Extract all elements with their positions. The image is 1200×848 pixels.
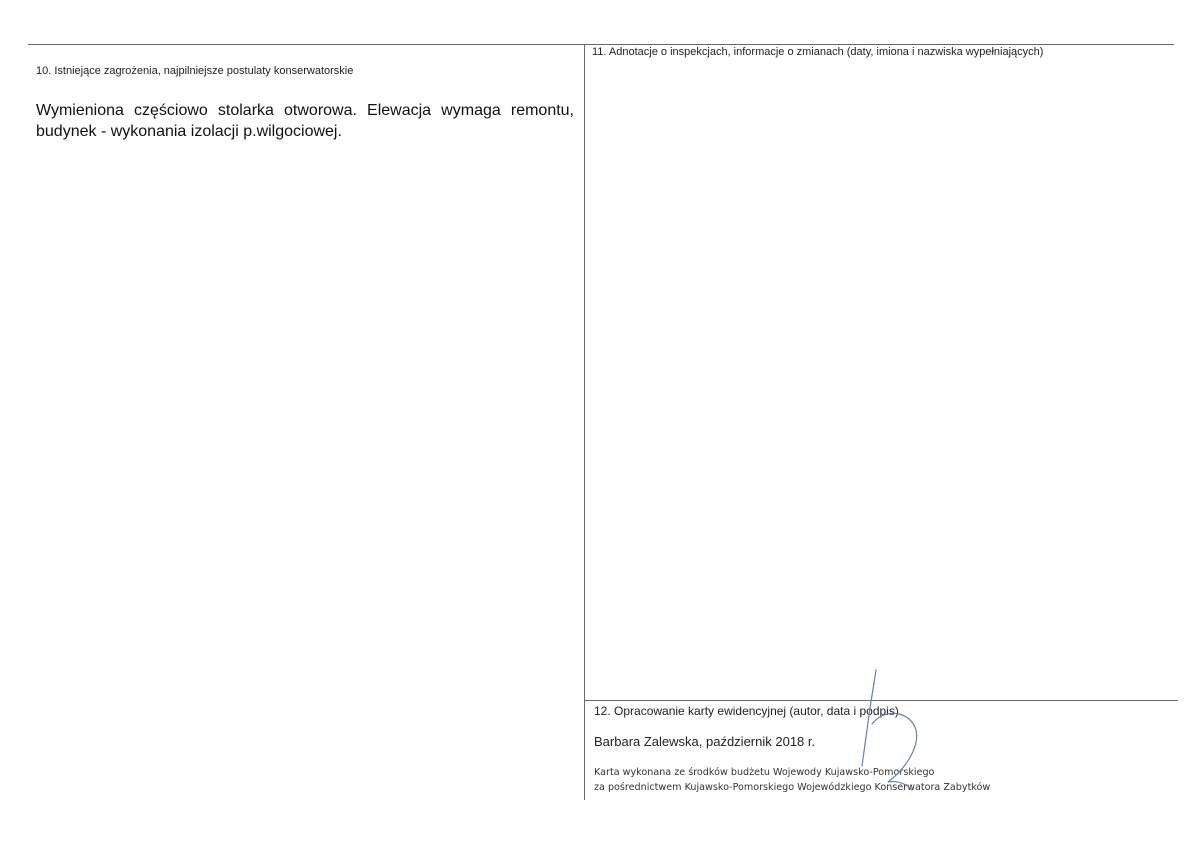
section12-label: 12. Opracowanie karty ewidencyjnej (autor, data i podpis) <box>594 704 899 718</box>
funding-line-2: za pośrednictwem Kujawsko-Pomorskiego Wojewódzkiego Konserwatora Zabytków <box>594 782 991 793</box>
section10-label: 10. Istniejące zagrożenia, najpilniejsze postulaty konserwatorskie <box>36 65 354 77</box>
author-line: Barbara Zalewska, październik 2018 r. <box>594 734 816 749</box>
handwritten-signature <box>848 668 928 798</box>
section10-text: Wymieniona częściowo stolarka otworowa. Elewacja wymaga remontu, budynek - wykonania izolacji p.wilgociowej. <box>36 102 574 140</box>
column-divider <box>584 44 585 800</box>
section11-label: 11. Adnotacje o inspekcjach, informacje o zmianach (daty, imiona i nazwiska wypełniających) <box>592 46 1044 58</box>
top-border-line <box>28 44 1174 45</box>
funding-line-1: Karta wykonana ze środków budżetu Wojewody Kujawsko-Pomorskiego <box>594 767 935 778</box>
